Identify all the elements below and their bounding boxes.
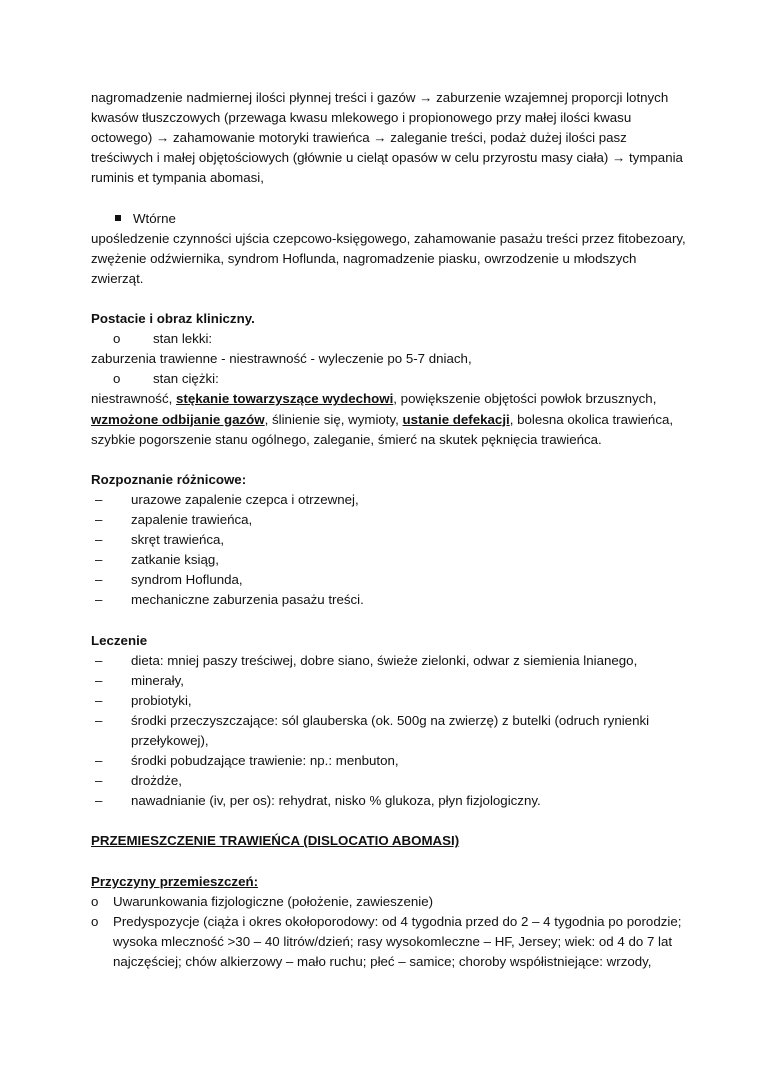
dash-bullet-icon: –: [95, 511, 103, 527]
severe-text: szybkie pogorszenie stanu ogólnego, zaleganie, śmierć na skutek pęknięcia trawieńca.: [91, 431, 602, 447]
emphasis: stękanie towarzyszące wydechowi: [176, 391, 394, 407]
mild-text: zaburzenia trawienne - niestrawność - wyleczenie po 5-7 dniach,: [91, 351, 472, 367]
intro-line: nagromadzenie nadmiernej ilości płynnej treści i gazów → zaburzenie wzajemnej proporcji lotnych: [91, 90, 669, 105]
list-item: o Uwarunkowania fizjologiczne (położenie, zawieszenie): [91, 892, 681, 912]
dash-bullet-icon: –: [95, 572, 103, 588]
circle-bullet-icon: o: [91, 893, 99, 909]
list-item: – probiotyki,: [91, 691, 681, 711]
list-item-continuation: najczęściej; chów alkierzowy – mało ruchu; płeć – samice; choroby współistniejące: wrzody,: [113, 954, 652, 970]
list-item: – urazowe zapalenie czepca i otrzewnej,: [91, 490, 681, 510]
severe-text: niestrawność, stękanie towarzyszące wydechowi, powiększenie objętości powłok brzusznych,: [91, 391, 657, 407]
secondary-line: zwężenie odźwiernika, syndrom Hoflunda, nagromadzenie piasku, owrzodzenie u młodszych: [91, 250, 637, 266]
differential-heading: Rozpoznanie różnicowe:: [91, 471, 247, 487]
document-page: [91, 88, 686, 972]
dash-bullet-icon: –: [95, 773, 103, 789]
list-item: – środki przeczyszczające: sól glauberska (ok. 500g na zwierzę) z butelki (odruch rynienki: [91, 711, 681, 731]
list-item: – dieta: mniej paszy treściwej, dobre siano, świeże zielonki, odwar z siemienia lnianego,: [91, 651, 681, 671]
section-title: PRZEMIESZCZENIE TRAWIEŃCA (DISLOCATIO ABOMASI): [91, 833, 460, 849]
list-item-continuation: wysoka mleczność >30 – 40 litrów/dzień; rasy wysokomleczne – HF, Jersey; wiek: od 4 do 7 lat: [113, 933, 673, 949]
severe-text: wzmożone odbijanie gazów, ślinienie się, wymioty, ustanie defekacji, bolesna okolica trawieńca,: [91, 411, 674, 427]
list-item-continuation: przełykowej),: [131, 733, 209, 748]
severe-label: o stan ciężki:: [91, 369, 681, 389]
list-item: – środki pobudzające trawienie: np.: menbuton,: [91, 751, 681, 771]
intro-line: treściwych i małej objętościowych (głównie u cieląt opasów w celu przyrostu masy ciała) → tympania: [91, 150, 683, 166]
dash-bullet-icon: –: [95, 592, 103, 608]
list-item: – syndrom Hoflunda,: [91, 570, 681, 590]
dash-bullet-icon: –: [95, 672, 103, 688]
list-item: – zapalenie trawieńca,: [91, 510, 681, 530]
square-bullet-icon: [115, 215, 121, 221]
circle-bullet-icon: o: [91, 913, 99, 929]
dash-bullet-icon: –: [95, 491, 103, 507]
causes-heading: Przyczyny przemieszczeń:: [91, 873, 259, 889]
secondary-line: upośledzenie czynności ujścia czepcowo-księgowego, zahamowanie pasażu treści przez fitobezoary,: [91, 230, 686, 246]
list-item: – nawadnianie (iv, per os): rehydrat, nisko % glukoza, płyn fizjologiczny.: [91, 791, 681, 811]
treatment-heading: Leczenie: [91, 632, 148, 648]
dash-bullet-icon: –: [95, 793, 103, 809]
intro-line: octowego) → zahamowanie motoryki trawieńca → zaleganie treści, podaż dużej ilości pasz: [91, 130, 627, 146]
circle-bullet-icon: o: [113, 331, 121, 347]
circle-bullet-icon: o: [113, 371, 121, 387]
forms-heading: Postacie i obraz kliniczny.: [91, 311, 255, 327]
intro-line: ruminis et tympania abomasi,: [91, 170, 264, 186]
intro-line: kwasów tłuszczowych (przewaga kwasu mlekowego i propionowego przy małej ilości kwasu: [91, 110, 632, 126]
dash-bullet-icon: –: [95, 532, 103, 548]
dash-bullet-icon: –: [95, 652, 103, 668]
emphasis: ustanie defekacji: [402, 411, 510, 427]
list-item: – drożdże,: [91, 771, 681, 791]
secondary-heading: Wtórne: [91, 209, 681, 229]
emphasis: wzmożone odbijanie gazów: [91, 411, 265, 427]
dash-bullet-icon: –: [95, 753, 103, 769]
list-item: – minerały,: [91, 671, 681, 691]
list-item: – mechaniczne zaburzenia pasażu treści.: [91, 590, 681, 610]
secondary-line: zwierząt.: [91, 270, 144, 286]
dash-bullet-icon: –: [95, 692, 103, 708]
list-item: – zatkanie ksiąg,: [91, 550, 681, 570]
list-item: o Predyspozycje (ciąża i okres okołoporodowy: od 4 tygodnia przed do 2 – 4 tygodnia po porodzie;: [91, 912, 681, 932]
list-item: – skręt trawieńca,: [91, 530, 681, 550]
dash-bullet-icon: –: [95, 552, 103, 568]
dash-bullet-icon: –: [95, 712, 103, 728]
mild-label: o stan lekki:: [91, 329, 681, 349]
